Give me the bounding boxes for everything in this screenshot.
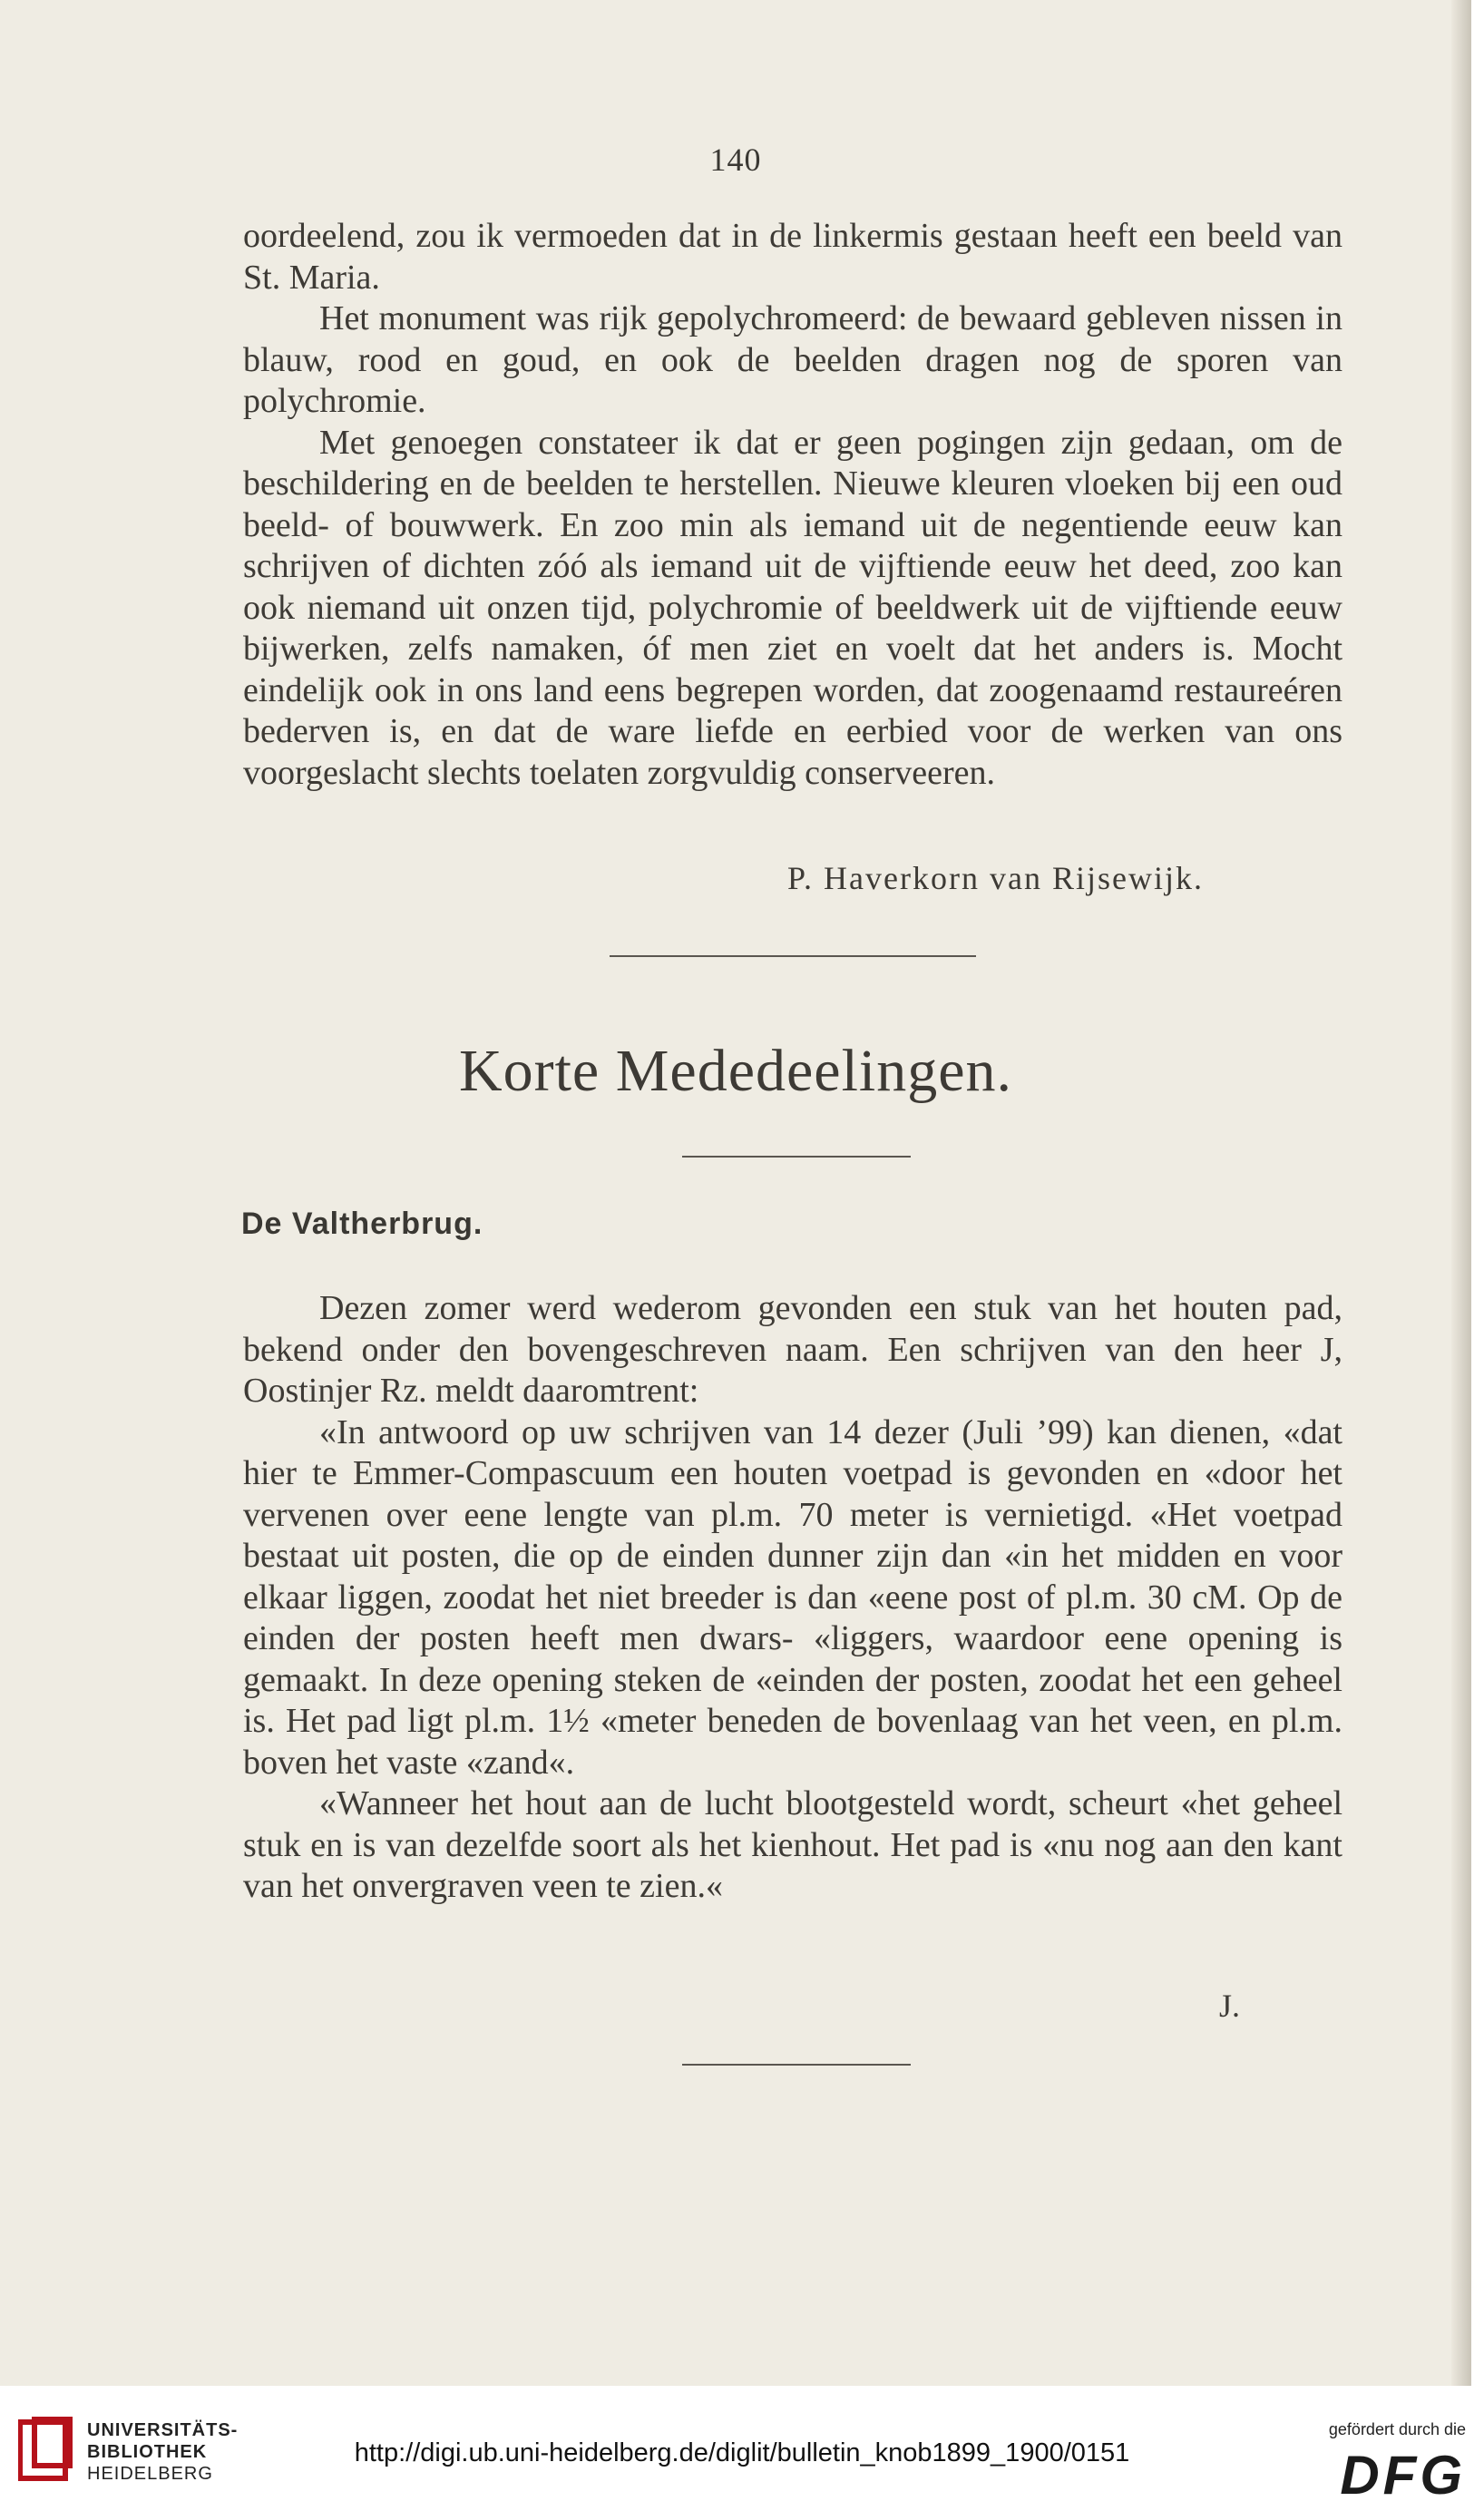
paragraph: «Wanneer het hout aan de lucht blootgesteld wordt, scheurt «het geheel stuk en is van dezelfde soort als het kienhout. Het pad is «nu nog aan den kant van het onvergraven veen te zien.« bbox=[243, 1784, 1342, 1905]
library-name-line2: BIBLIOTHEK bbox=[87, 2442, 208, 2462]
paragraph: Dezen zomer werd wederom gevonden een stuk van het houten pad, bekend onder den bovengeschreven naam. Een schrijven van den heer J, Oostinjer Rz. meldt daaromtrent: bbox=[243, 1289, 1342, 1410]
paragraph: Het monument was rijk gepolychromeerd: de bewaard gebleven nissen in blauw, rood en goud, en ook de beelden dragen nog de sporen van polychromie. bbox=[243, 299, 1342, 420]
permalink-url[interactable]: http://digi.ub.uni-heidelberg.de/diglit/bulletin_knob1899_1900/0151 bbox=[354, 2438, 1130, 2467]
page-number: 140 bbox=[709, 142, 762, 178]
end-divider bbox=[682, 2064, 911, 2066]
article-heading: De Valtherbrug. bbox=[241, 1207, 483, 1241]
author-signature: P. Haverkorn van Rijsewijk. bbox=[787, 860, 1204, 896]
title-divider bbox=[682, 1156, 911, 1158]
paragraph: «In antwoord op uw schrijven van 14 dezer (Juli ’99) kan dienen, «dat hier te Emmer-Compascuum een houten voetpad is gevonden en «door het vervenen over eene lengte van pl.m. 70 meter is vernietigd. «Het voetpad bestaat uit posten, die op de einden dunner zijn dan «in het midden en voor elkaar liggen, zoodat het niet breeder is dan «eene post of pl.m. 30 cM. Op de einden der posten heeft men dwars- «liggers, waardoor eene opening is gemaakt. In deze opening steken de «einden der posten, zoodat het een geheel is. Het pad ligt pl.m. 1½ «meter beneden de bovenlaag van het veen, en pl.m. boven het vaste «zand«. bbox=[243, 1412, 1342, 1782]
paragraph: Met genoegen constateer ik dat er geen pogingen zijn gedaan, om de beschildering en de beelden te herstellen. Nieuwe kleuren vloeken bij een oud beeld- of bouwwerk. En zoo min als iemand uit de negentiende eeuw kan schrijven of dichten zóó als iemand uit de vijftiende eeuw het deed, zoo kan ook niemand uit onzen tijd, polychromie of beeldwerk uit de vijftiende eeuw bijwerken, zelfs namaken, óf men ziet en voelt dat het anders is. Mocht eindelijk ook in ons land eens begrepen worden, dat zoogenaamd restaureéren bederven is, en dat de ware liefde en eerbied voor de werken van ons voorgeslacht slechts toelaten zorgvuldig conserveeren. bbox=[243, 423, 1342, 792]
author-initial: J. bbox=[1219, 1988, 1241, 2024]
library-name-line1: UNIVERSITÄTS- bbox=[87, 2420, 239, 2440]
library-name-line3: HEIDELBERG bbox=[87, 2464, 213, 2484]
page-edge-shadow bbox=[1451, 0, 1471, 2386]
body-text-top bbox=[243, 216, 1342, 794]
section-title: Korte Mededeelingen. bbox=[458, 1038, 1013, 1104]
body-text-valtherbrug bbox=[243, 1288, 1342, 1908]
paragraph: oordeelend, zou ik vermoeden dat in de linkermis gestaan heeft een beeld van St. Maria. bbox=[243, 217, 1342, 297]
funding-note: gefördert durch die bbox=[1328, 2420, 1466, 2438]
dfg-logo: DFG bbox=[1340, 2445, 1466, 2506]
section-divider bbox=[610, 955, 976, 957]
